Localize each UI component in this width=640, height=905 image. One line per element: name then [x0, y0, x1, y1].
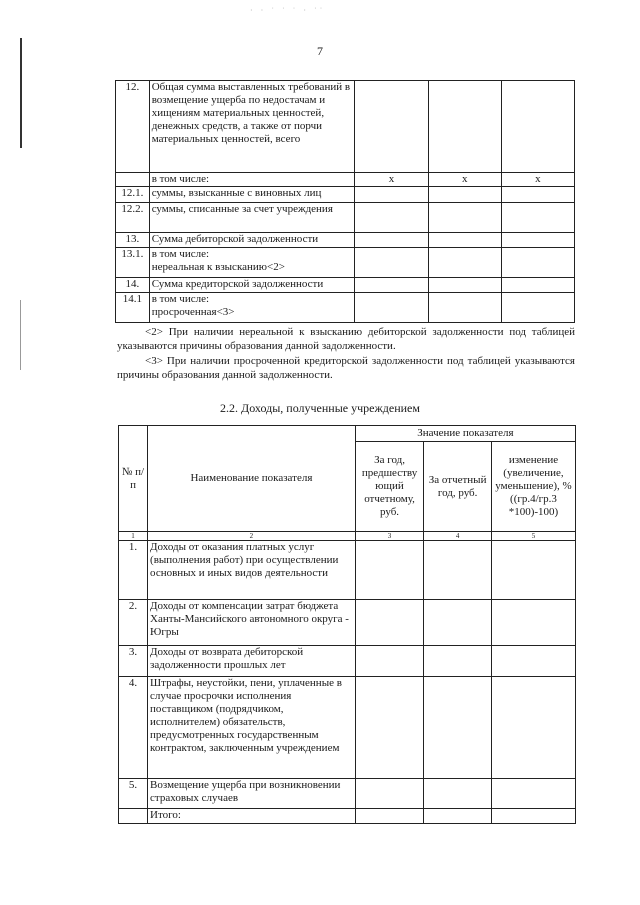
table-row: [116, 293, 575, 323]
table-row: [119, 779, 576, 809]
cell-value: [491, 677, 575, 779]
header-num: № п/п: [119, 426, 148, 532]
cell-value: [355, 187, 428, 203]
cell-value: [428, 187, 501, 203]
cell-value: [501, 203, 574, 233]
cell-value: [428, 81, 501, 173]
cell-value: [428, 278, 501, 293]
cell-value: [355, 293, 428, 323]
column-index: 5: [491, 532, 575, 541]
table-row: [116, 187, 575, 203]
cell-value: [424, 600, 492, 646]
row-number: 4.: [119, 677, 148, 779]
row-name: Сумма кредиторской задолженности: [149, 278, 355, 293]
row-number: 3.: [119, 646, 148, 677]
footnote-2: [117, 325, 575, 353]
footnote-3: [117, 354, 575, 382]
cell-value: [355, 600, 423, 646]
cell-value: [424, 541, 492, 600]
row-number: 5.: [119, 779, 148, 809]
row-name-line: нереальная к взысканию<2>: [151, 261, 285, 273]
cell-value: [501, 278, 574, 293]
row-name: суммы, списанные за счет учреждения: [149, 203, 355, 233]
receivables-table: [115, 80, 575, 323]
scan-edge-mark: [20, 300, 21, 370]
cell-value: [428, 293, 501, 323]
row-name: Доходы от оказания платных услуг (выполнения работ) при осуществлении основных и иных видов деятельности: [148, 541, 356, 600]
row-name: [149, 293, 355, 323]
row-number: [119, 809, 148, 824]
table-row: [119, 600, 576, 646]
column-index-row: [119, 532, 576, 541]
cell-value: [355, 233, 428, 248]
row-name: Доходы от компенсации затрат бюджета Ханты-Мансийского автономного округа - Югры: [148, 600, 356, 646]
cell-value: [355, 203, 428, 233]
row-number: 13.: [116, 233, 150, 248]
cell-value: [355, 81, 428, 173]
row-number: 13.1.: [116, 248, 150, 278]
cell-value: [424, 677, 492, 779]
table-row: [116, 203, 575, 233]
row-number: 1.: [119, 541, 148, 600]
cell-value: [355, 278, 428, 293]
row-number: 14.: [116, 278, 150, 293]
row-name: суммы, взысканные с виновных лиц: [149, 187, 355, 203]
table-row: [119, 541, 576, 600]
header-col3: За год, предшеству ющий отчетному, руб.: [355, 442, 423, 532]
table-row: [116, 173, 575, 187]
row-name: Возмещение ущерба при возникновении страховых случаев: [148, 779, 356, 809]
cell-value: [424, 809, 492, 824]
column-index: 2: [148, 532, 356, 541]
row-name-line: просроченная<3>: [151, 306, 235, 318]
cell-value: [355, 809, 423, 824]
section-title: 2.2. Доходы, полученные учреждением: [220, 401, 420, 415]
cell-value: [501, 293, 574, 323]
row-name: Итого:: [148, 809, 356, 824]
cell-value: [355, 677, 423, 779]
footnote-text: <3> При наличии просроченной кредиторской задолженности под таблицей указываются причины образования данной задолженности.: [117, 355, 575, 381]
cell-value: [491, 779, 575, 809]
cell-value: [428, 203, 501, 233]
cell-value: [501, 81, 574, 173]
cell-value: [428, 233, 501, 248]
row-number: 12.2.: [116, 203, 150, 233]
row-number: [116, 173, 150, 187]
cell-value: [355, 646, 423, 677]
row-name: Доходы от возврата дебиторской задолженности прошлых лет: [148, 646, 356, 677]
table-row: [116, 248, 575, 278]
cell-value: [501, 233, 574, 248]
table-row: [116, 233, 575, 248]
table-row: [116, 278, 575, 293]
cell-value: [491, 646, 575, 677]
column-index: 1: [119, 532, 148, 541]
row-name: в том числе:: [149, 173, 355, 187]
cell-value: x: [501, 173, 574, 187]
row-name: Общая сумма выставленных требований в возмещение ущерба по недостачам и хищениям материальных ценностей, денежных средств, а также от порчи материальных ценностей, всего: [149, 81, 355, 173]
table-row: [116, 81, 575, 173]
cell-value: [355, 541, 423, 600]
header-col5: изменение (увеличение, уменьшение), % ((гр.4/гр.3 *100)-100): [491, 442, 575, 532]
header-col4: За отчетный год, руб.: [424, 442, 492, 532]
column-index: 3: [355, 532, 423, 541]
table-row: [119, 677, 576, 779]
header-group: Значение показателя: [355, 426, 575, 442]
cell-value: [355, 779, 423, 809]
cell-value: [491, 600, 575, 646]
cell-value: [355, 248, 428, 278]
scan-artifact: · · ˙ ˙ ˙ · ˙˙: [250, 6, 326, 15]
row-name-line: в том числе:: [151, 248, 210, 260]
cell-value: [424, 779, 492, 809]
table-row: [119, 646, 576, 677]
row-number: 14.1: [116, 293, 150, 323]
row-number: 2.: [119, 600, 148, 646]
cell-value: [501, 187, 574, 203]
header-name: Наименование показателя: [148, 426, 356, 532]
row-number: 12.: [116, 81, 150, 173]
cell-value: [491, 809, 575, 824]
cell-value: x: [428, 173, 501, 187]
row-name: Сумма дебиторской задолженности: [149, 233, 355, 248]
footnote-text: <2> При наличии нереальной к взысканию дебиторской задолженности под таблицей указываются причины образования данной задолженности.: [117, 326, 575, 352]
table-header-row: [119, 426, 576, 442]
cell-value: x: [355, 173, 428, 187]
row-name: [149, 248, 355, 278]
row-number: 12.1.: [116, 187, 150, 203]
row-name-line: в том числе:: [151, 293, 210, 305]
page-number: 7: [317, 44, 323, 58]
column-index: 4: [424, 532, 492, 541]
cell-value: [501, 248, 574, 278]
row-name: Штрафы, неустойки, пени, уплаченные в случае просрочки исполнения поставщиком (подрядчиком, исполнителем) обязательств, предусмотренных государственным контрактом, заключенным учреждением: [148, 677, 356, 779]
table-row: [119, 809, 576, 824]
cell-value: [428, 248, 501, 278]
cell-value: [424, 646, 492, 677]
cell-value: [491, 541, 575, 600]
income-table: [118, 425, 576, 824]
